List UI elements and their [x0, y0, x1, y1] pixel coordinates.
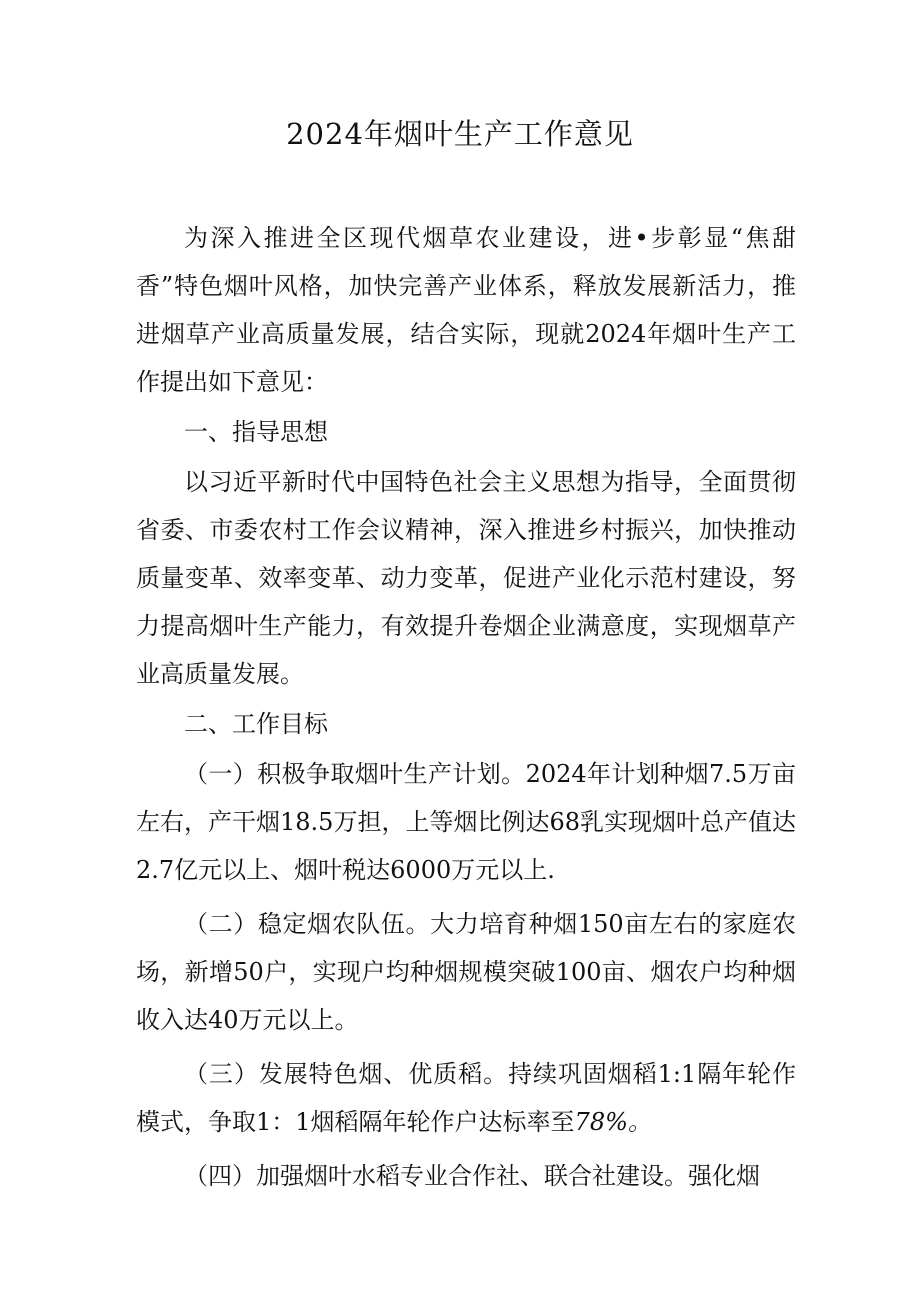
- goal-item-1: （一）积极争取烟叶生产计划。2024年计划种烟7.5万亩左右，产干烟18.5万担，上等烟比例达68乳实现烟叶总产值达2.7亿元以上、烟叶税达6000万元以上.: [136, 760, 796, 884]
- intro-paragraph: 为深入推进全区现代烟草农业建设，进•步彰显“焦甜香”特色烟叶风格，加快完善产业体系，释放发展新活力，推进烟草产业高质量发展，结合实际，现就2024年烟叶生产工作提出如下意见：: [136, 224, 796, 396]
- document-title: 2024年烟叶生产工作意见: [286, 117, 634, 151]
- document-body: [136, 214, 796, 1200]
- section-heading-guiding-ideology: 一、指导思想: [184, 418, 328, 446]
- goal-item-3-rate: 78%。: [574, 1108, 652, 1136]
- section-heading-work-goals: 二、工作目标: [184, 710, 328, 738]
- goal-item-4: （四）加强烟叶水稻专业合作社、联合社建设。强化烟: [184, 1162, 760, 1190]
- goal-item-2: （二）稳定烟农队伍。大力培育种烟150亩左右的家庭农场，新增50户，实现户均种烟规模突破100亩、烟农户均种烟收入达40万元以上。: [136, 910, 796, 1034]
- goal-item-3: [136, 1050, 796, 1146]
- guiding-ideology-paragraph: 以习近平新时代中国特色社会主义思想为指导，全面贯彻省委、市委农村工作会议精神，深入推进乡村振兴，加快推动质量变革、效率变革、动力变革，促进产业化示范村建设，努力提高烟叶生产能力，有效提升卷烟企业满意度，实现烟草产业高质量发展。: [136, 468, 796, 688]
- goal-item-3-text: （三）发展特色烟、优质稻。持续巩固烟稻1:1隔年轮作模式，争取1：1烟稻隔年轮作户达标率至: [136, 1060, 796, 1136]
